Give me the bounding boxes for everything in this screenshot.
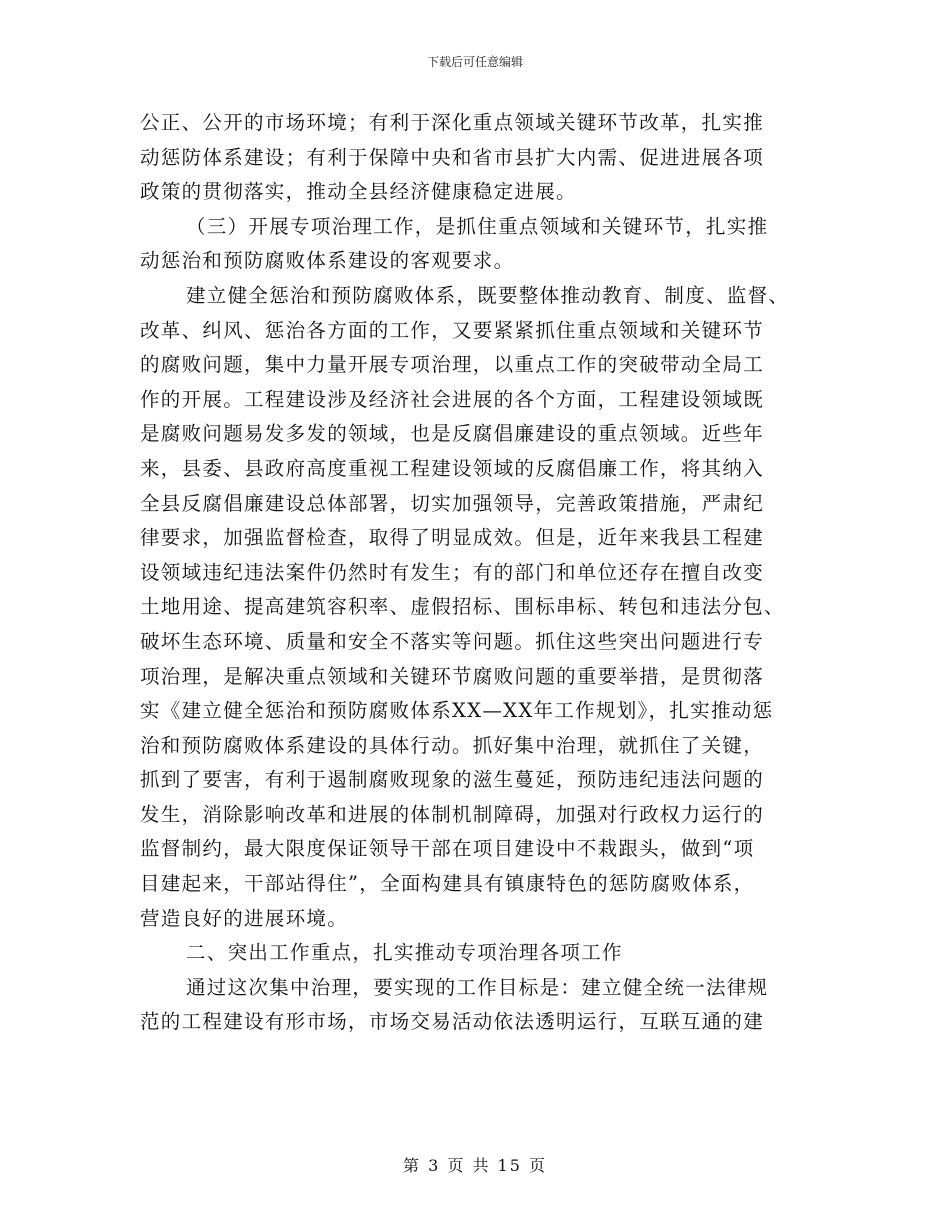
text-line: 公正、公开的市场环境；有利于深化重点领域关键环节改革，扎实推 — [140, 111, 765, 134]
text-line: 来，县委、县政府高度重视工程建设领域的反腐倡廉工作，将其纳入 — [140, 456, 765, 480]
text-line: （三）开展专项治理工作，是抓住重点领域和关键环节，扎实推 — [186, 214, 769, 238]
text-line: 律要求，加强监督检查，取得了明显成效。但是，近年来我县工程建 — [140, 526, 765, 550]
text-line: 建立健全惩治和预防腐败体系，既要整体推动教育、制度、监督、 — [186, 283, 790, 307]
text-line: 目建起来，干部站得住”，全面构建具有镇康特色的惩防腐败体系， — [140, 872, 755, 896]
text-line: 通过这次集中治理，要实现的工作目标是：建立健全统一法律规 — [186, 975, 769, 999]
text-line: 实《建立健全惩治和预防腐败体系XX—XX年工作规划》，扎实推动惩 — [140, 699, 774, 723]
text-line: 作的开展。工程建设涉及经济社会进展的各个方面，工程建设领域既 — [140, 387, 765, 411]
text-line: 改革、纠风、惩治各方面的工作，又要紧紧抓住重点领域和关键环节 — [140, 318, 765, 342]
text-line: 发生，消除影响改革和进展的体制机制障碍，加强对行政权力运行的 — [140, 802, 765, 826]
text-line: 全县反腐倡廉建设总体部署，切实加强领导，完善政策措施，严肃纪 — [140, 491, 765, 515]
text-line: 的腐败问题，集中力量开展专项治理，以重点工作的突破带动全局工 — [140, 353, 765, 377]
text-line: 设领域违纪违法案件仍然时有发生；有的部门和单位还存在擅自改变 — [140, 560, 765, 584]
document-body — [140, 106, 820, 1040]
text-line: 二、突出工作重点，扎实推动专项治理各项工作 — [186, 941, 623, 965]
page-footer: 第 3 页 共 15 页 — [403, 1156, 547, 1175]
text-line: 营造良好的进展环境。 — [140, 906, 349, 930]
text-line: 项治理，是解决重点领域和关键环节腐败问题的重要举措，是贯彻落 — [140, 664, 765, 688]
text-line: 动惩治和预防腐败体系建设的客观要求。 — [140, 249, 515, 273]
text-line: 范的工程建设有形市场，市场交易活动依法透明运行，互联互通的建 — [140, 1010, 765, 1034]
page-header: 下载后可任意编辑 — [426, 55, 523, 69]
text-line: 是腐败问题易发多发的领域，也是反腐倡廉建设的重点领域。近些年 — [140, 422, 765, 446]
text-line: 破坏生态环境、质量和安全不落实等问题。抓住这些突出问题进行专 — [140, 629, 765, 653]
text-line: 动惩防体系建设；有利于保障中央和省市县扩大内需、促进进展各项 — [140, 145, 765, 169]
text-line: 治和预防腐败体系建设的具体行动。抓好集中治理，就抓住了关键， — [140, 733, 765, 757]
text-line: 土地用途、提高建筑容积率、虚假招标、围标串标、转包和违法分包、 — [140, 595, 785, 619]
text-line: 政策的贯彻落实，推动全县经济健康稳定进展。 — [140, 180, 577, 204]
text-line: 抓到了要害，有利于遏制腐败现象的滋生蔓延，预防违纪违法问题的 — [140, 768, 765, 792]
text-line: 监督制约，最大限度保证领导干部在项目建设中不栽跟头，做到“项 — [140, 837, 755, 861]
